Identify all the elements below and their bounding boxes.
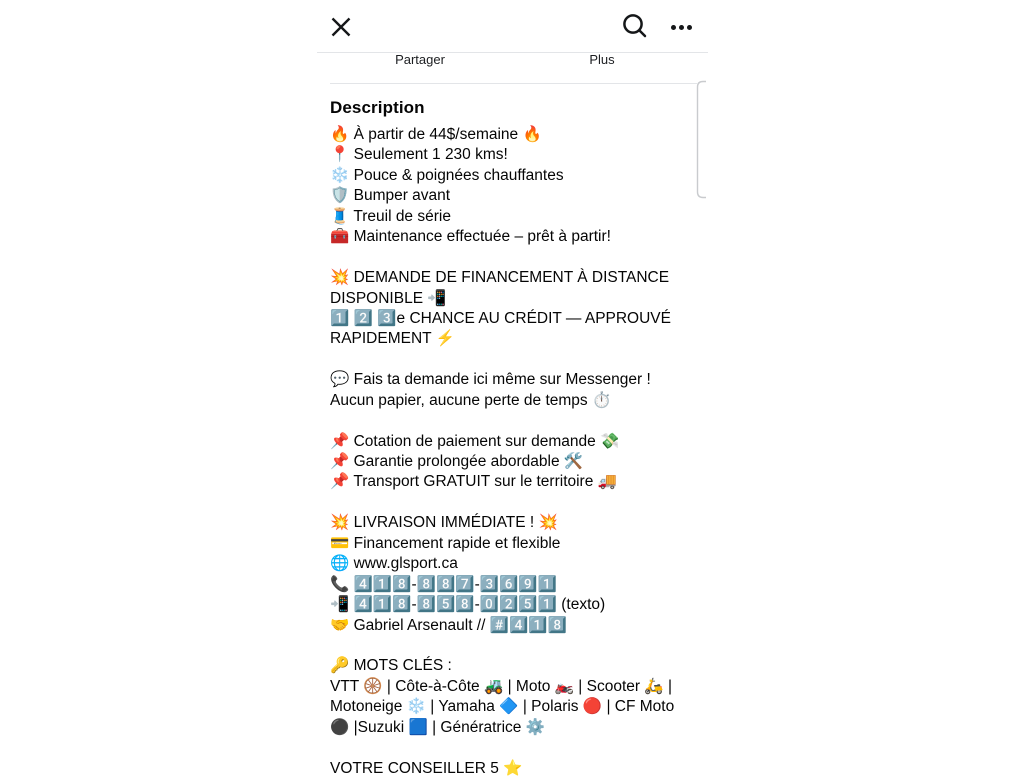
description-line: 💳 Financement rapide et flexible [330, 534, 561, 552]
share-action-label[interactable]: Partager [395, 52, 445, 67]
description-line: 1️⃣ 2️⃣ 3️⃣e CHANCE AU CRÉDIT — APPROUVÉ [330, 309, 671, 327]
description-line [330, 636, 698, 656]
description-line [330, 411, 698, 431]
description-line: VTT 🛞 | Côte-à-Côte 🚜 | Moto 🏍️ | Scooter 🛵 | [330, 677, 672, 695]
description-line: 📌 Transport GRATUIT sur le territoire 🚚 [330, 473, 617, 491]
description-line: 📌 Garantie prolongée abordable 🛠️ [330, 453, 584, 470]
description-line: 🔑 MOTS CLÉS : [330, 657, 452, 675]
search-icon [621, 12, 649, 40]
description-line [330, 248, 698, 268]
more-horizontal-icon [687, 25, 692, 30]
description-line: 💥 DEMANDE DE FINANCEMENT À DISTANCE [330, 269, 670, 287]
description-line: 🧰 Maintenance effectuée – prêt à partir! [330, 228, 611, 246]
more-action-label[interactable]: Plus [589, 52, 615, 67]
more-options-button[interactable] [666, 16, 696, 38]
description-line: RAPIDEMENT ⚡ [330, 330, 455, 348]
more-horizontal-icon [671, 25, 676, 30]
description-line: 📌 Cotation de paiement sur demande 💸 [330, 432, 620, 450]
description-line: Aucun papier, aucune perte de temps ⏱️ [330, 391, 612, 409]
description-line: 🌐 www.glsport.ca [330, 555, 458, 573]
description-line: 💥 LIVRAISON IMMÉDIATE ! 💥 [330, 514, 558, 532]
description-line: ❄️ Pouce & poignées chauffantes [330, 166, 564, 184]
description-line: 🤝 Gabriel Arsenault // #️⃣4️⃣1️⃣8️⃣ [330, 616, 567, 634]
description-line: 🧵 Treuil de série [330, 207, 451, 225]
description-line: 📲 4️⃣1️⃣8️⃣-8️⃣5️⃣8️⃣-0️⃣2️⃣5️⃣1️⃣ (texto) [330, 596, 606, 614]
description-line [330, 738, 698, 758]
description-line: 💬 Fais ta demande ici même sur Messenger ! [330, 371, 651, 389]
description-line: 🛡️ Bumper avant [330, 187, 451, 205]
description-line: 🔥 À partir de 44$/semaine 🔥 [330, 126, 542, 143]
description-line [330, 493, 698, 513]
more-horizontal-icon [679, 25, 684, 30]
description-line: VOTRE CONSEILLER 5 ⭐ [330, 759, 523, 777]
close-icon [329, 15, 353, 39]
description-line: 📞 4️⃣1️⃣8️⃣-8️⃣8️⃣7️⃣-3️⃣6️⃣9️⃣1️⃣ [330, 575, 557, 593]
search-button[interactable] [620, 11, 650, 41]
description-line: Motoneige ❄️ | Yamaha 🔷 | Polaris 🔴 | CF Moto [330, 698, 675, 716]
description-line [330, 350, 698, 370]
content-divider [330, 83, 697, 84]
description-line: ⚫ |Suzuki 🟦 | Génératrice ⚙️ [330, 718, 545, 736]
description-line: 📍 Seulement 1 230 kms! [330, 146, 508, 164]
description-title: Description [330, 98, 425, 117]
close-button[interactable] [327, 13, 355, 41]
description-line: DISPONIBLE 📲 [330, 289, 447, 307]
description-text [330, 125, 698, 779]
